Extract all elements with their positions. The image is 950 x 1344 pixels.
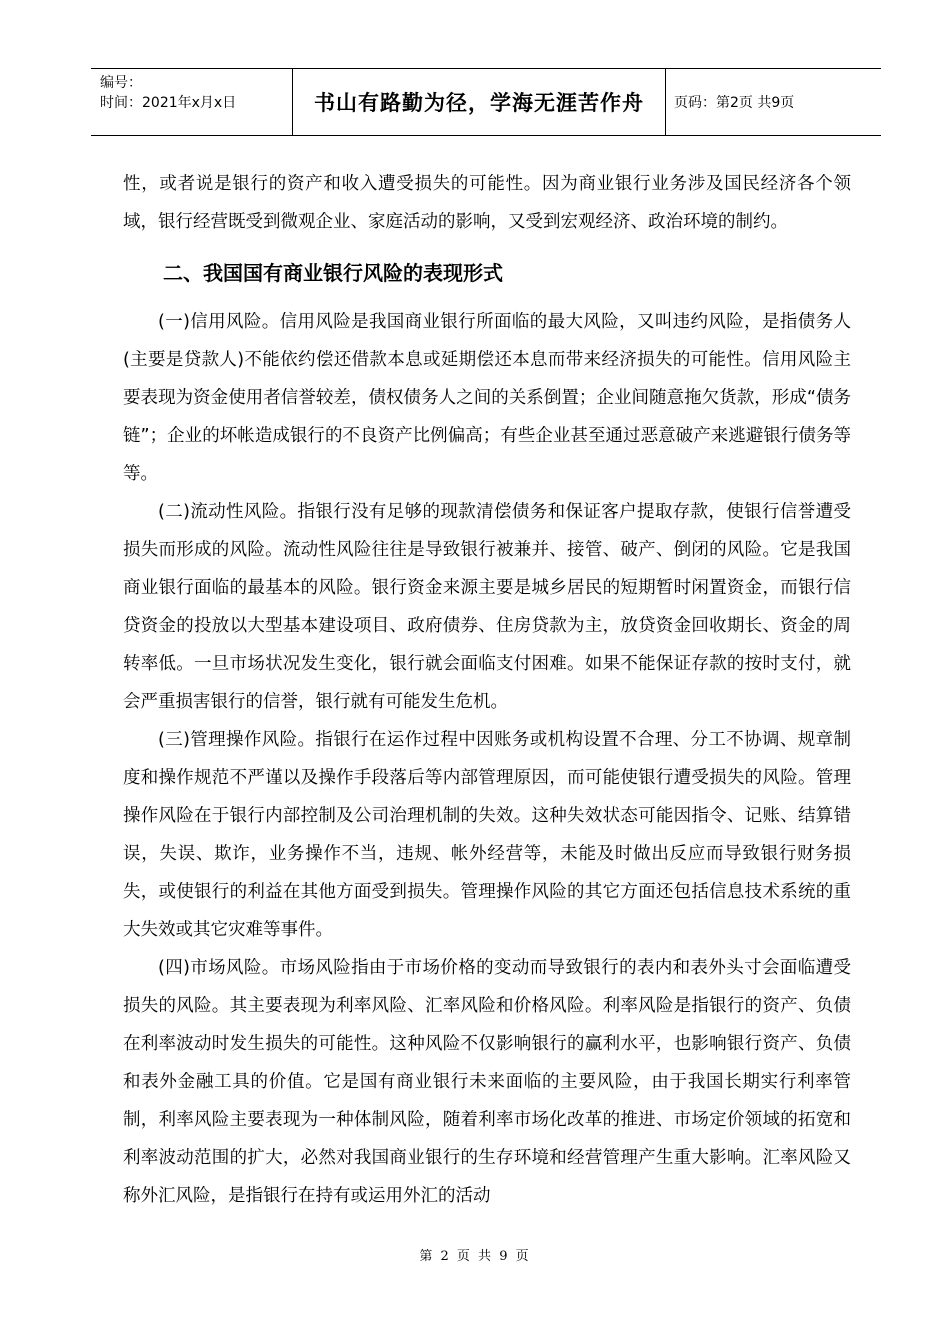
header-motto: 书山有路勤为径，学海无涯苦作舟 [293,69,666,135]
header-meta-cell [91,69,293,135]
page-footer: 第 2 页 共 9 页 [419,1249,531,1264]
document-body [123,165,851,1215]
document-header [91,68,881,136]
paragraph-intro: 性，或者说是银行的资产和收入遭受损失的可能性。因为商业银行业务涉及国民经济各个领域，银行经营既受到微观企业、家庭活动的影响，又受到宏观经济、政治环境的制约。 [123,174,851,232]
paragraph-credit-risk: (一)信用风险。信用风险是我国商业银行所面临的最大风险，又叫违约风险，是指债务人(主要是贷款人)不能依约偿还借款本息或延期偿还本息而带来经济损失的可能性。信用风险主要表现为资金使用者信誉较差，债权债务人之间的关系倒置；企业间随意拖欠货款，形成“债务链”；企业的坏帐造成银行的不良资产比例偏高；有些企业甚至通过恶意破产来逃避银行债务等等。 [123,312,851,484]
document-time-label: 时间：2021年x月x日 [100,95,237,111]
document-number-label: 编号： [100,75,142,91]
paragraph-liquidity-risk: (二)流动性风险。指银行没有足够的现款清偿债务和保证客户提取存款，使银行信誉遭受损失而形成的风险。流动性风险往往是导致银行被兼并、接管、破产、倒闭的风险。它是我国商业银行面临的最基本的风险。银行资金来源主要是城乡居民的短期暂时闲置资金，而银行信贷资金的投放以大型基本建设项目、政府债券、住房贷款为主，放贷资金回收期长、资金的周转率低。一旦市场状况发生变化，银行就会面临支付困难。如果不能保证存款的按时支付，就会严重损害银行的信誉，银行就有可能发生危机。 [123,502,851,712]
paragraph-market-risk: (四)市场风险。市场风险指由于市场价格的变动而导致银行的表内和表外头寸会面临遭受损失的风险。其主要表现为利率风险、汇率风险和价格风险。利率风险是指银行的资产、负债在利率波动时发生损失的可能性。这种风险不仅影响银行的赢利水平，也影响银行资产、负债和表外金融工具的价值。它是国有商业银行未来面临的主要风险，由于我国长期实行利率管制，利率风险主要表现为一种体制风险，随着利率市场化改革的推进、市场定价领域的拓宽和利率波动范围的扩大，必然对我国商业银行的生存环境和经营管理产生重大影响。汇率风险又称外汇风险，是指银行在持有或运用外汇的活动 [123,958,851,1206]
section-heading: 二、我国国有商业银行风险的表现形式 [163,261,503,285]
header-page-label: 页码：第2页 共9页 [674,95,795,111]
paragraph-operation-risk: (三)管理操作风险。指银行在运作过程中因账务或机构设置不合理、分工不协调、规章制度和操作规范不严谨以及操作手段落后等内部管理原因，而可能使银行遭受损失的风险。管理操作风险在于银行内部控制及公司治理机制的失效。这种失效状态可能因指令、记账、结算错误，失误、欺诈，业务操作不当，违规、帐外经营等，未能及时做出反应而导致银行财务损失，或使银行的利益在其他方面受到损失。管理操作风险的其它方面还包括信息技术系统的重大失效或其它灾难等事件。 [123,730,851,940]
